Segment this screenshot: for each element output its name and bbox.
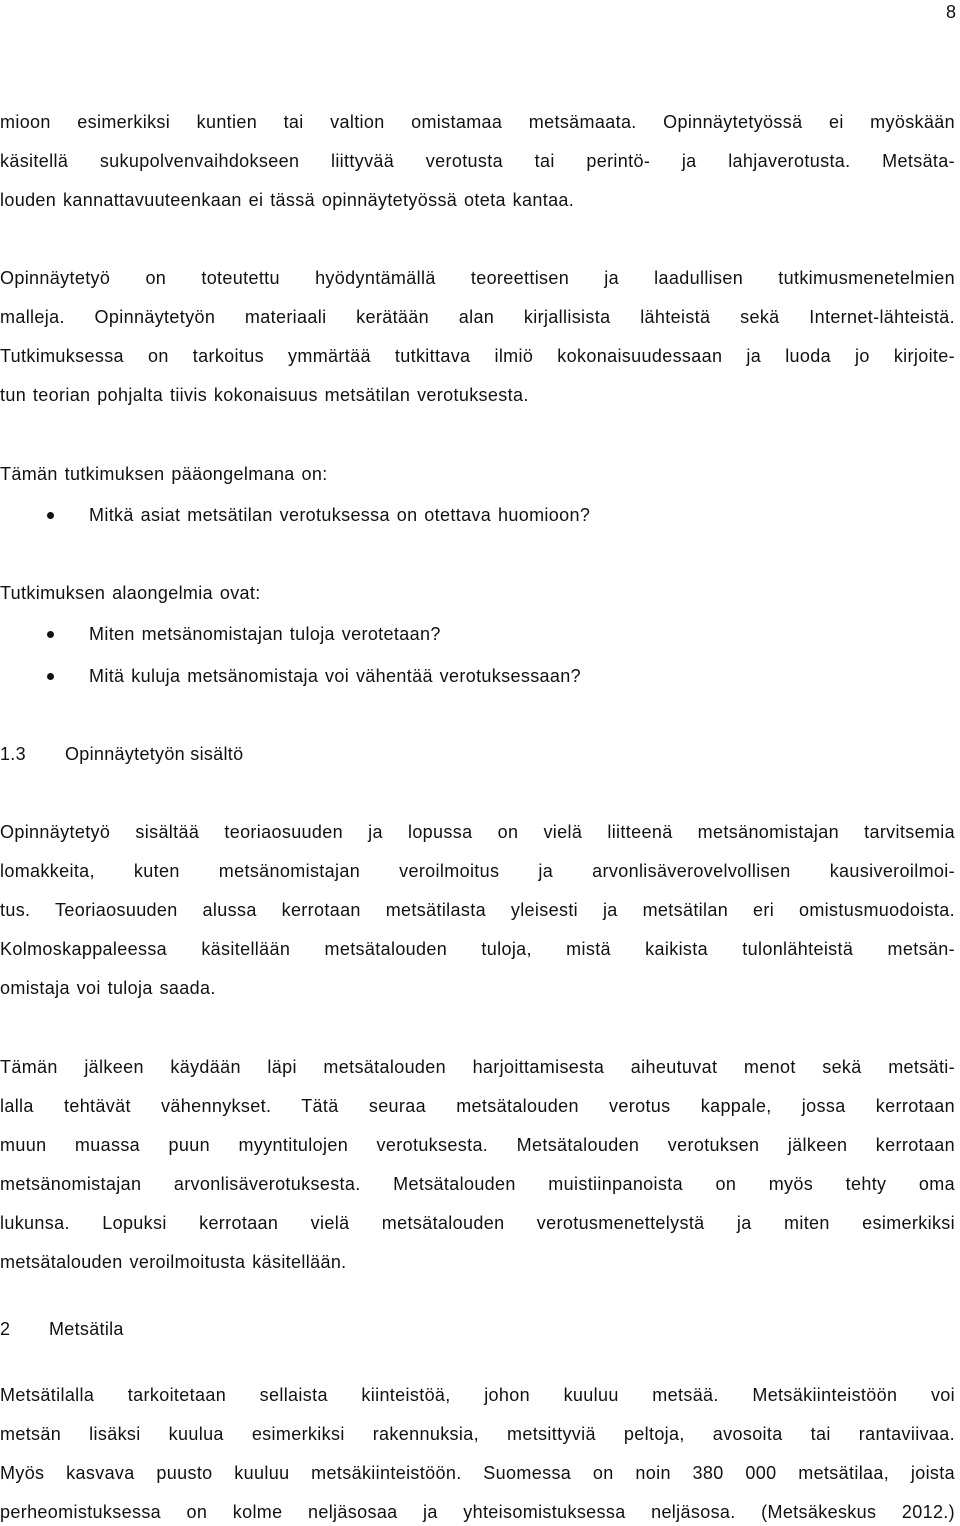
text-line: mioon esimerkiksi kuntien tai valtion omistamaa metsämaata. Opinnäytetyössä ei myöskään	[0, 112, 955, 132]
sub-problems-intro: Tutkimuksen alaongelmia ovat:	[0, 583, 261, 603]
text-line: Myös kasvava puusto kuuluu metsäkiinteistöön. Suomessa on noin 380 000 metsätilaa, joista	[0, 1463, 955, 1483]
text-line: Opinnäytetyö sisältää teoriaosuuden ja lopussa on vielä liitteenä metsänomistajan tarvitsemia	[0, 822, 955, 842]
text-line: Tutkimuksessa on tarkoitus ymmärtää tutkittava ilmiö kokonaisuudessaan ja luoda jo kirjoite-	[0, 346, 955, 366]
text-line: tun teorian pohjalta tiivis kokonaisuus metsätilan verotuksesta.	[0, 385, 529, 405]
text-line: louden kannattavuuteenkaan ei tässä opinnäytetyössä oteta kantaa.	[0, 190, 575, 210]
text-line: muun muassa puun myyntitulojen verotuksesta. Metsätalouden verotuksen jälkeen kerrotaan	[0, 1135, 955, 1155]
bullet-text: Miten metsänomistajan tuloja verotetaan?	[89, 624, 441, 644]
section-number: 2	[0, 1319, 11, 1339]
text-line: Tämän jälkeen käydään läpi metsätalouden harjoittamisesta aiheutuvat menot sekä metsäti-	[0, 1057, 955, 1077]
bullet-icon	[47, 631, 54, 638]
bullet-text: Mitkä asiat metsätilan verotuksessa on otettava huomioon?	[89, 505, 591, 525]
text-line: käsitellä sukupolvenvaihdokseen liittyvää verotusta tai perintö- ja lahjaverotusta. Metsäta-	[0, 151, 955, 171]
text-line: omistaja voi tuloja saada.	[0, 978, 216, 998]
section-heading-2	[0, 1317, 124, 1341]
text-line: lomakkeita, kuten metsänomistajan veroilmoitus ja arvonlisäverovelvollisen kausiveroilmoi-	[0, 861, 955, 881]
text-line: malleja. Opinnäytetyön materiaali kerätään alan kirjallisista lähteistä sekä Internet-lähteistä.	[0, 307, 955, 327]
text-line: Kolmoskappaleessa käsitellään metsätalouden tuloja, mistä kaikista tulonlähteistä metsän-	[0, 939, 955, 959]
section-title: Opinnäytetyön sisältö	[65, 744, 244, 764]
text-line: lalla tehtävät vähennykset. Tätä seuraa metsätalouden verotus kappale, jossa kerrotaan	[0, 1096, 955, 1116]
section-number: 1.3	[0, 744, 26, 764]
section-heading-1-3	[0, 742, 244, 766]
section-title: Metsätila	[49, 1319, 124, 1339]
text-line: Opinnäytetyö on toteutettu hyödyntämällä teoreettisen ja laadullisen tutkimusmenetelmien	[0, 268, 955, 288]
text-line: perheomistuksessa on kolme neljäsosaa ja yhteisomistuksessa neljäsosa. (Metsäkeskus 2012.)	[0, 1502, 955, 1522]
text-line: Metsätilalla tarkoitetaan sellaista kiinteistöä, johon kuuluu metsää. Metsäkiinteistöön voi	[0, 1385, 955, 1405]
text-line: tus. Teoriaosuuden alussa kerrotaan metsätilasta yleisesti ja metsätilan eri omistusmuodoista.	[0, 900, 955, 920]
text-line: metsänomistajan arvonlisäverotuksesta. Metsätalouden muistiinpanoista on myös tehty oma	[0, 1174, 955, 1194]
page-number: 8	[945, 2, 956, 22]
text-line: lukunsa. Lopuksi kerrotaan vielä metsätalouden verotusmenettelystä ja miten esimerkiksi	[0, 1213, 955, 1233]
bullet-icon	[47, 673, 54, 680]
text-line: metsätalouden veroilmoitusta käsitellään.	[0, 1252, 347, 1272]
bullet-text: Mitä kuluja metsänomistaja voi vähentää verotuksessaan?	[89, 666, 581, 686]
text-line: metsän lisäksi kuulua esimerkiksi rakennuksia, metsittyviä peltoja, avosoita tai rantaviivaa.	[0, 1424, 955, 1444]
bullet-icon	[47, 512, 54, 519]
main-problem-intro: Tämän tutkimuksen pääongelmana on:	[0, 464, 328, 484]
